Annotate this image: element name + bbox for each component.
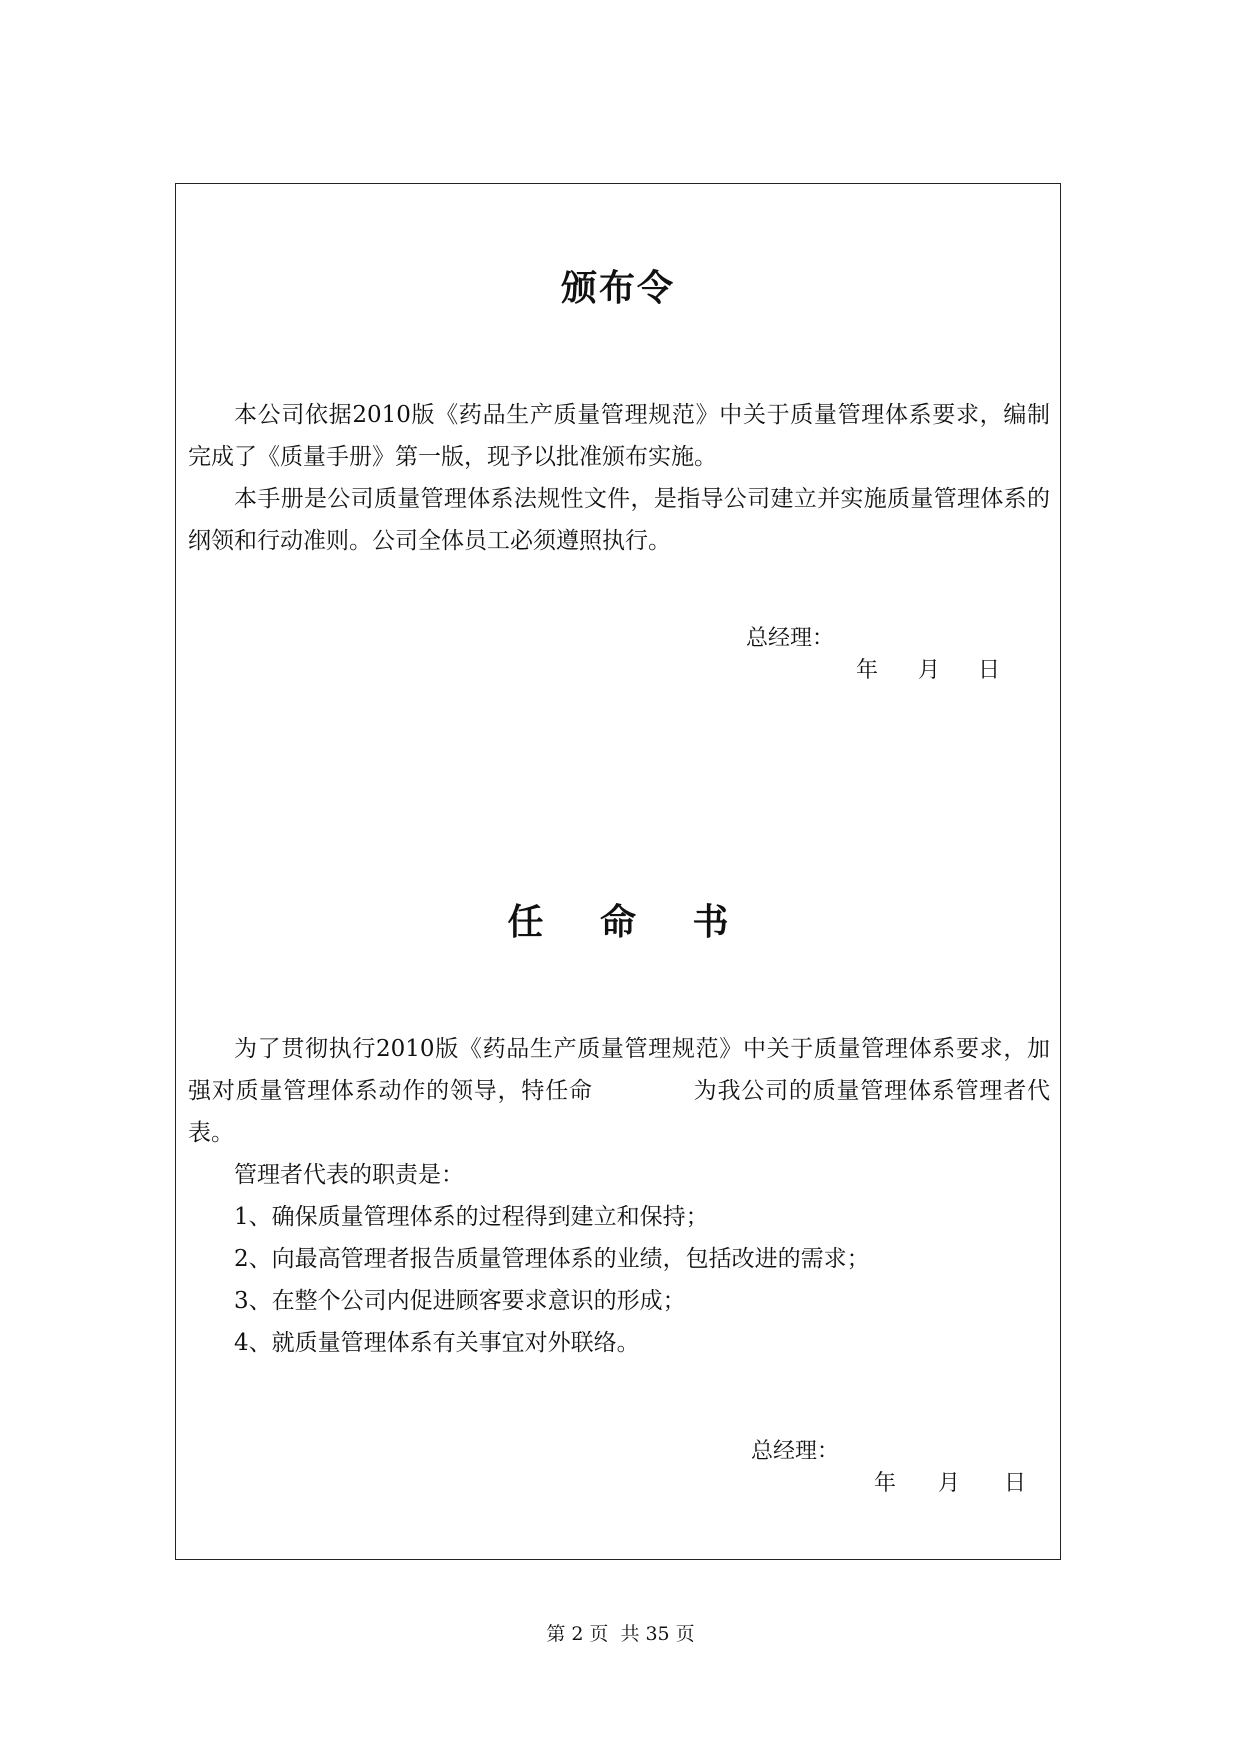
duty-item: 4、就质量管理体系有关事宜对外联络。 <box>234 1330 640 1356</box>
proclamation-title: 颁布令 <box>560 267 675 309</box>
date-month-label: 月 <box>938 1471 961 1496</box>
date-year-label: 年 <box>856 658 879 683</box>
appointment-signature-label: 总经理： <box>751 1439 840 1464</box>
date-year-label: 年 <box>874 1471 897 1496</box>
proclamation-paragraph-2: 本手册是公司质量管理体系法规性文件，是指导公司建立并实施质量管理体系的纲领和行动准则。公司全体员工必须遵照执行。 <box>188 486 1050 554</box>
footer-prefix: 第 <box>546 1623 566 1645</box>
duty-item: 3、在整个公司内促进顾客要求意识的形成； <box>234 1288 686 1314</box>
document-frame <box>175 183 1061 1560</box>
appointment-paragraph <box>188 1028 1050 1154</box>
date-day-label: 日 <box>978 658 1001 683</box>
proclamation-date <box>856 656 1000 686</box>
footer-total-pages: 35 <box>645 1623 670 1645</box>
duty-item: 2、向最高管理者报告质量管理体系的业绩，包括改进的需求； <box>234 1246 870 1272</box>
appointment-title: 任 命 书 <box>507 901 751 943</box>
appointment-date <box>874 1469 1026 1499</box>
page-number-footer <box>0 1619 1241 1646</box>
proclamation-paragraph-1: 本公司依据2010版《药品生产质量管理规范》中关于质量管理体系要求，编制完成了《质量手册》第一版，现予以批准颁布实施。 <box>188 402 1050 470</box>
appointment-text-after-blank: 为我公司的质量管理体系管理者代表。 <box>188 1078 1050 1146</box>
footer-current-page: 2 <box>571 1623 584 1645</box>
date-day-label: 日 <box>1004 1471 1027 1496</box>
footer-suffix: 页 <box>675 1623 695 1645</box>
appointment-text-before-blank: 为了贯彻执行2010版《药品生产质量管理规范》中关于质量管理体系要求，加强对质量管理体系动作的领导，特任命 <box>188 1036 1050 1104</box>
footer-mid: 页 共 <box>589 1623 640 1645</box>
duties-heading: 管理者代表的职责是： <box>234 1162 464 1188</box>
duty-item: 1、确保质量管理体系的过程得到建立和保持； <box>234 1204 709 1230</box>
date-month-label: 月 <box>918 658 941 683</box>
proclamation-signature-label: 总经理： <box>746 626 835 651</box>
